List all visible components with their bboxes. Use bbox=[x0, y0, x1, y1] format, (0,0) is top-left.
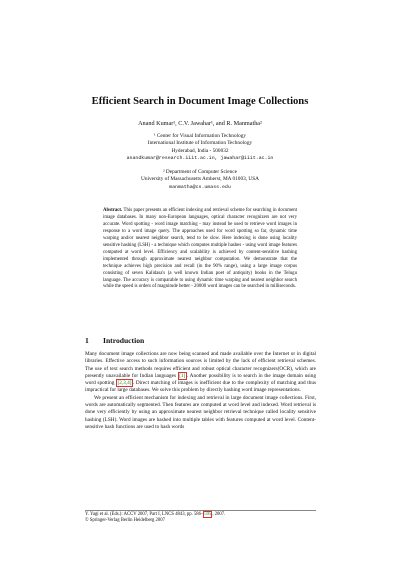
citation-link-2-3-4[interactable]: [2,3,4] bbox=[117, 380, 132, 387]
affiliation-1-line-1: ¹ Center for Visual Information Technology bbox=[153, 133, 247, 139]
footer-copyright: © Springer-Verlag Berlin Heidelberg 2007 bbox=[85, 518, 165, 524]
paragraph-1-part-b: . Another possibility is to search in the image domain using word spotting bbox=[85, 372, 316, 387]
affiliation-1-line-2: International Institute of Information Technology bbox=[147, 140, 253, 147]
affiliation-2 bbox=[0, 169, 400, 191]
page-range-link[interactable]: 595 bbox=[204, 512, 212, 517]
section-title: Introduction bbox=[103, 336, 145, 345]
paragraph-2: We present an efficient mechanism for indexing and retrieval in large document image collections. First, words are automatically segmented. Then features are computed at word level and indexed. Word retrieval is done very efficiently by using an approximate nearest neighbor retrieval technique called locality sensitive hashing (LSH). Word images are hashed into multiple tables with features computed at word level. Content-sensitive hash functions are used to hash words bbox=[85, 394, 316, 430]
paragraph-1 bbox=[85, 351, 316, 395]
citation-link-1[interactable]: [1] bbox=[179, 372, 186, 379]
section-body bbox=[85, 351, 316, 431]
footer-citation-part-a: Y. Yagi et al. (Eds.): ACCV 2007, Part I, LNCS 4843, pp. 586– bbox=[85, 512, 204, 517]
footer-citation-part-b: , 2007. bbox=[212, 512, 226, 517]
abstract bbox=[103, 208, 297, 291]
affiliation-2-email: manmatha@cs.umass.edu bbox=[169, 184, 231, 190]
paragraph-1-part-c: . Direct matching of images is inefficient due to the complexity of matching and thus impractical for large databases. We solve this problem by directly hashing word image representations. bbox=[85, 380, 316, 394]
section-number: 1 bbox=[85, 336, 89, 345]
abstract-text: This paper presents an efficient indexing and retrieval scheme for searching in document image databases. In many non-European languages, optical character recognizers are not very accurate. Word spotting - word image matching - may instead be used to retrieve word images in response to a word image query. The approaches used for word spotting so far, dynamic time warping and/or nearest neighbor search, tend to be slow. Here indexing is done using locality sensitive hashing (LSH) - a technique which computes multiple hashes - using word image features computed at word level. Efficiency and scalability is achieved by content-sensitive hashing implemented through approximate nearest neighbor computation. We demonstrate that the technique achieves high precision and recall (in the 90% range), using a large image corpus consisting of seven Kalidasa's (a well known Indian poet of antiquity) books in the Telugu language. The accuracy is comparable to using dynamic time warping and nearest neighbor search while the speed is orders of magnitude better - 20000 word images can be searched in milliseconds. bbox=[103, 208, 297, 290]
paper-title: Efficient Search in Document Image Collections bbox=[91, 96, 309, 107]
paragraph-1-part-a: Many document image collections are now being scanned and made available over the Internet or in digital libraries. Effective access to such information sources is limited by the lack of efficient retrieval schemes. The use of text search methods requires efficient and robust optical character recognizers(OCR), which are presently unavailable for Indian languages bbox=[85, 351, 316, 379]
affiliation-1-email: anandkumar@research.iiit.ac.in, jawahar@iiit.ac.in bbox=[126, 155, 274, 161]
author-list: Anand Kumar¹, C.V. Jawahar¹, and R. Manmatha² bbox=[138, 120, 262, 127]
affiliation-1 bbox=[0, 133, 400, 162]
footer bbox=[85, 512, 316, 524]
affiliation-2-line-2: University of Massachusetts Amherst, MA 01003, USA bbox=[141, 176, 259, 183]
section-heading bbox=[85, 336, 144, 345]
affiliation-2-line-1: ² Department of Computer Science bbox=[163, 169, 237, 175]
affiliation-1-line-3: Hyderabad, India - 500032 bbox=[171, 147, 229, 154]
footer-divider bbox=[85, 510, 316, 511]
abstract-label: Abstract. bbox=[103, 208, 123, 213]
